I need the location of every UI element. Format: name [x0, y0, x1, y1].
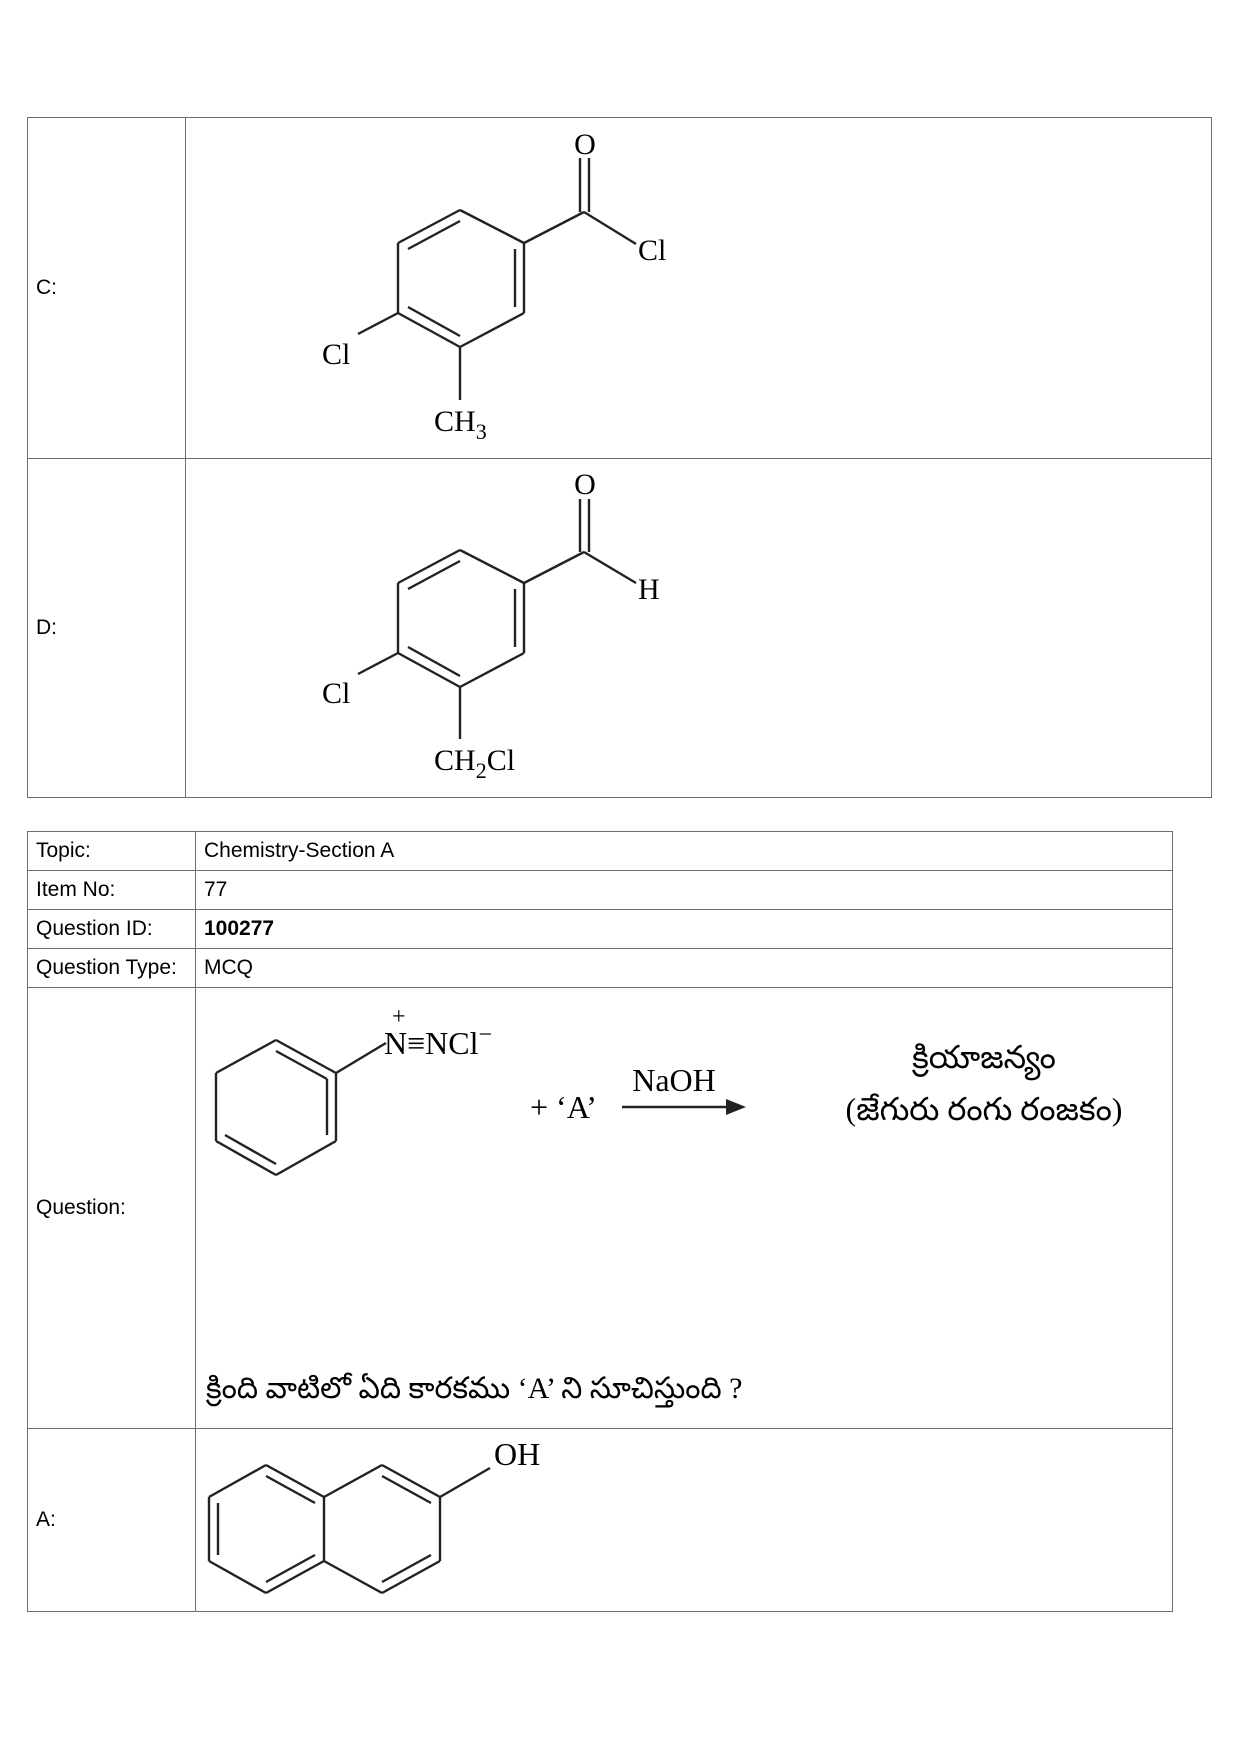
option-d-aldehyde-h: H — [638, 573, 660, 606]
option-c-label: C: — [28, 118, 186, 459]
reagent-a: + ‘A’ — [530, 1089, 597, 1125]
option-c-structure-cell — [186, 118, 1212, 459]
diazonium-group: N≡NCl− — [384, 1022, 493, 1061]
meta-row-item — [28, 871, 1173, 910]
topic-value: Chemistry-Section A — [196, 832, 1173, 871]
option-row-c — [28, 118, 1212, 459]
meta-row-qid — [28, 910, 1173, 949]
reaction-arrow-head — [726, 1099, 746, 1115]
item-no-label: Item No: — [28, 871, 196, 910]
option-c-carbonyl-o: O — [574, 128, 596, 161]
option-c-ring-cl: Cl — [322, 338, 351, 371]
option-c-acyl-cl: Cl — [638, 234, 667, 267]
question-label: Question: — [28, 988, 196, 1429]
question-type-value: MCQ — [196, 949, 1173, 988]
option-d-label: D: — [28, 459, 186, 798]
option-d-chloromethyl: $CH_2Cl$ — [434, 744, 516, 783]
option-a-structure-cell — [196, 1429, 1173, 1612]
options-table-top — [27, 117, 1212, 798]
option-d-ring-cl: Cl — [322, 677, 351, 710]
option-c-structure-diagram — [186, 118, 1229, 458]
option-d-carbonyl-o: O — [574, 468, 596, 501]
option-a-label: A: — [28, 1429, 196, 1612]
question-id-value: 100277 — [196, 910, 1173, 949]
question-type-label: Question Type: — [28, 949, 196, 988]
diazonium-plus-charge: + — [392, 1004, 406, 1030]
option-row-d — [28, 459, 1212, 798]
option-c-methyl: $CH_3$ — [434, 405, 487, 444]
question-row — [28, 988, 1173, 1429]
question-reaction-diagram — [196, 988, 1190, 1428]
option-a-structure-diagram — [196, 1429, 1190, 1611]
item-no-value: 77 — [196, 871, 1173, 910]
meta-row-qtype — [28, 949, 1173, 988]
question-id-label: Question ID: — [28, 910, 196, 949]
question-content-cell — [196, 988, 1173, 1429]
topic-label: Topic: — [28, 832, 196, 871]
option-row-a — [28, 1429, 1173, 1612]
question-table — [27, 831, 1173, 1612]
product-line-2: (జేగురు రంగు రంజకం) — [845, 1091, 1123, 1127]
question-prompt: క్రింది వాటిలో ఏది కారకము ‘A’ ని సూచిస్తుంది ? — [206, 1372, 743, 1405]
meta-row-topic — [28, 832, 1173, 871]
product-line-1: క్రియాజన్యం — [912, 1039, 1056, 1075]
option-d-structure-cell — [186, 459, 1212, 798]
option-a-hydroxyl: OH — [494, 1436, 541, 1472]
reagent-naoh: NaOH — [632, 1062, 716, 1098]
option-d-structure-diagram — [186, 459, 1229, 797]
